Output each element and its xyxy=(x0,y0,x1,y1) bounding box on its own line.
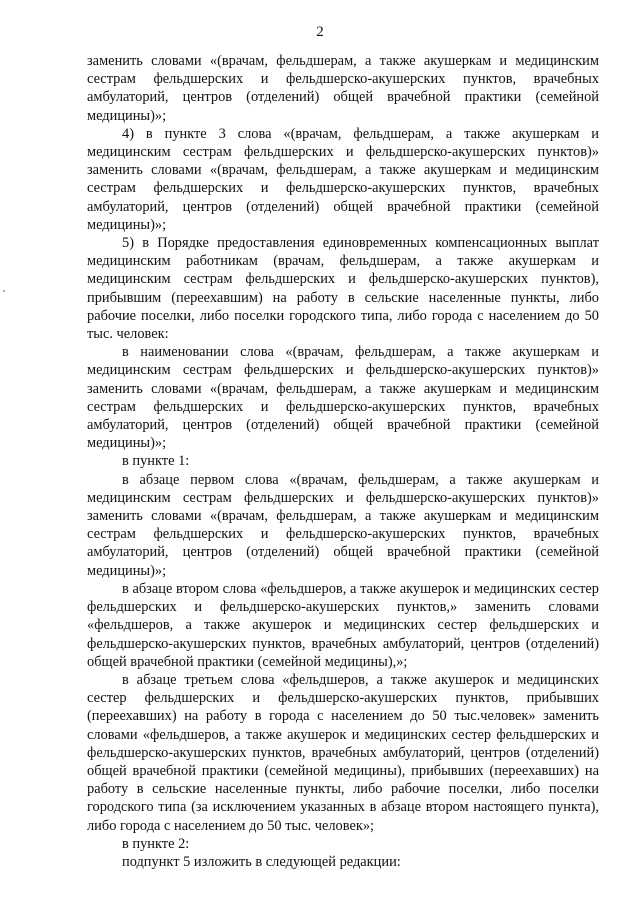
paragraph: подпункт 5 изложить в следующей редакции: xyxy=(122,853,401,870)
paragraph: в пункте 1: xyxy=(122,453,190,470)
page-number: 2 xyxy=(316,24,324,40)
paragraph: в абзаце первом слова «(врачам, фельдшерам, а также акушеркам и медицинским сестрам фельдшерских и фельдшерско-акушерских пунктов)» заменить словами «(врачам, фельдшерам, а также акушеркам и медицинским сестрам фельдшерских и фельдшерско-акушерских пунктов, врачебных амбулаторий, центров (отделений) общей врачебной практики (семейной медицины)»; xyxy=(87,471,599,579)
paragraph: в абзаце третьем слова «фельдшеров, а также акушерок и медицинских сестер фельдшерских и фельдшерско-акушерских пунктов, прибывших (переехавших) на работу в города с населением до 50 тыс.человек» заменить словами «фельдшеров, а также акушерок и медицинских сестер фельдшерских и фельдшерско-акушерских пунктов, врачебных амбулаторий, центров (отделений) общей врачебной практики (семейной медицины), прибывших (переехавших) на работу в сельские населенные пункты, либо рабочие поселки, либо поселки городского типа (за исключением указанных в абзаце втором настоящего пункта), либо города с населением до 50 тыс. человек»; xyxy=(87,671,599,834)
margin-mark xyxy=(3,290,5,292)
paragraph: в наименовании слова «(врачам, фельдшерам, а также акушеркам и медицинским сестрам фельдшерских и фельдшерско-акушерских пунктов)» заменить словами «(врачам, фельдшерам, а также акушеркам и медицинским сестрам фельдшерских и фельдшерско-акушерских пунктов, врачебных амбулаторий, центров (отделений) общей врачебной практики (семейной медицины)»; xyxy=(87,344,599,452)
paragraph: в абзаце втором слова «фельдшеров, а также акушерок и медицинских сестер фельдшерских и фельдшерско-акушерских пунктов,» заменить словами «фельдшеров, а также акушерок и медицинских сестер фельдшерских и фельдшерско-акушерских пунктов, врачебных амбулаторий, центров (отделений) общей врачебной практики (семейной медицины),»; xyxy=(87,580,599,670)
document-body xyxy=(87,52,599,871)
paragraph: заменить словами «(врачам, фельдшерам, а также акушеркам и медицинским сестрам фельдшерских и фельдшерско-акушерских пунктов, врачебных амбулаторий, центров (отделений) общей врачебной практики (семейной медицины)»; xyxy=(87,53,599,124)
paragraph: 4) в пункте 3 слова «(врачам, фельдшерам, а также акушеркам и медицинским сестрам фельдшерских и фельдшерско-акушерских пунктов)» заменить словами «(врачам, фельдшерам, а также акушеркам и медицинским сестрам фельдшерских и фельдшерско-акушерских пунктов, врачебных амбулаторий, центров (отделений) общей врачебной практики (семейной медицины)»; xyxy=(87,125,599,233)
paragraph: в пункте 2: xyxy=(122,835,190,852)
paragraph: 5) в Порядке предоставления единовременных компенсационных выплат медицинским работникам (врачам, фельдшерам, а также акушеркам и медицинским сестрам фельдшерских и фельдшерско-акушерских пунктов), прибывшим (переехавшим) на работу в сельские населенные пункты, либо рабочие поселки, либо поселки городского типа, либо города с населением до 50 тыс. человек: xyxy=(87,235,599,343)
